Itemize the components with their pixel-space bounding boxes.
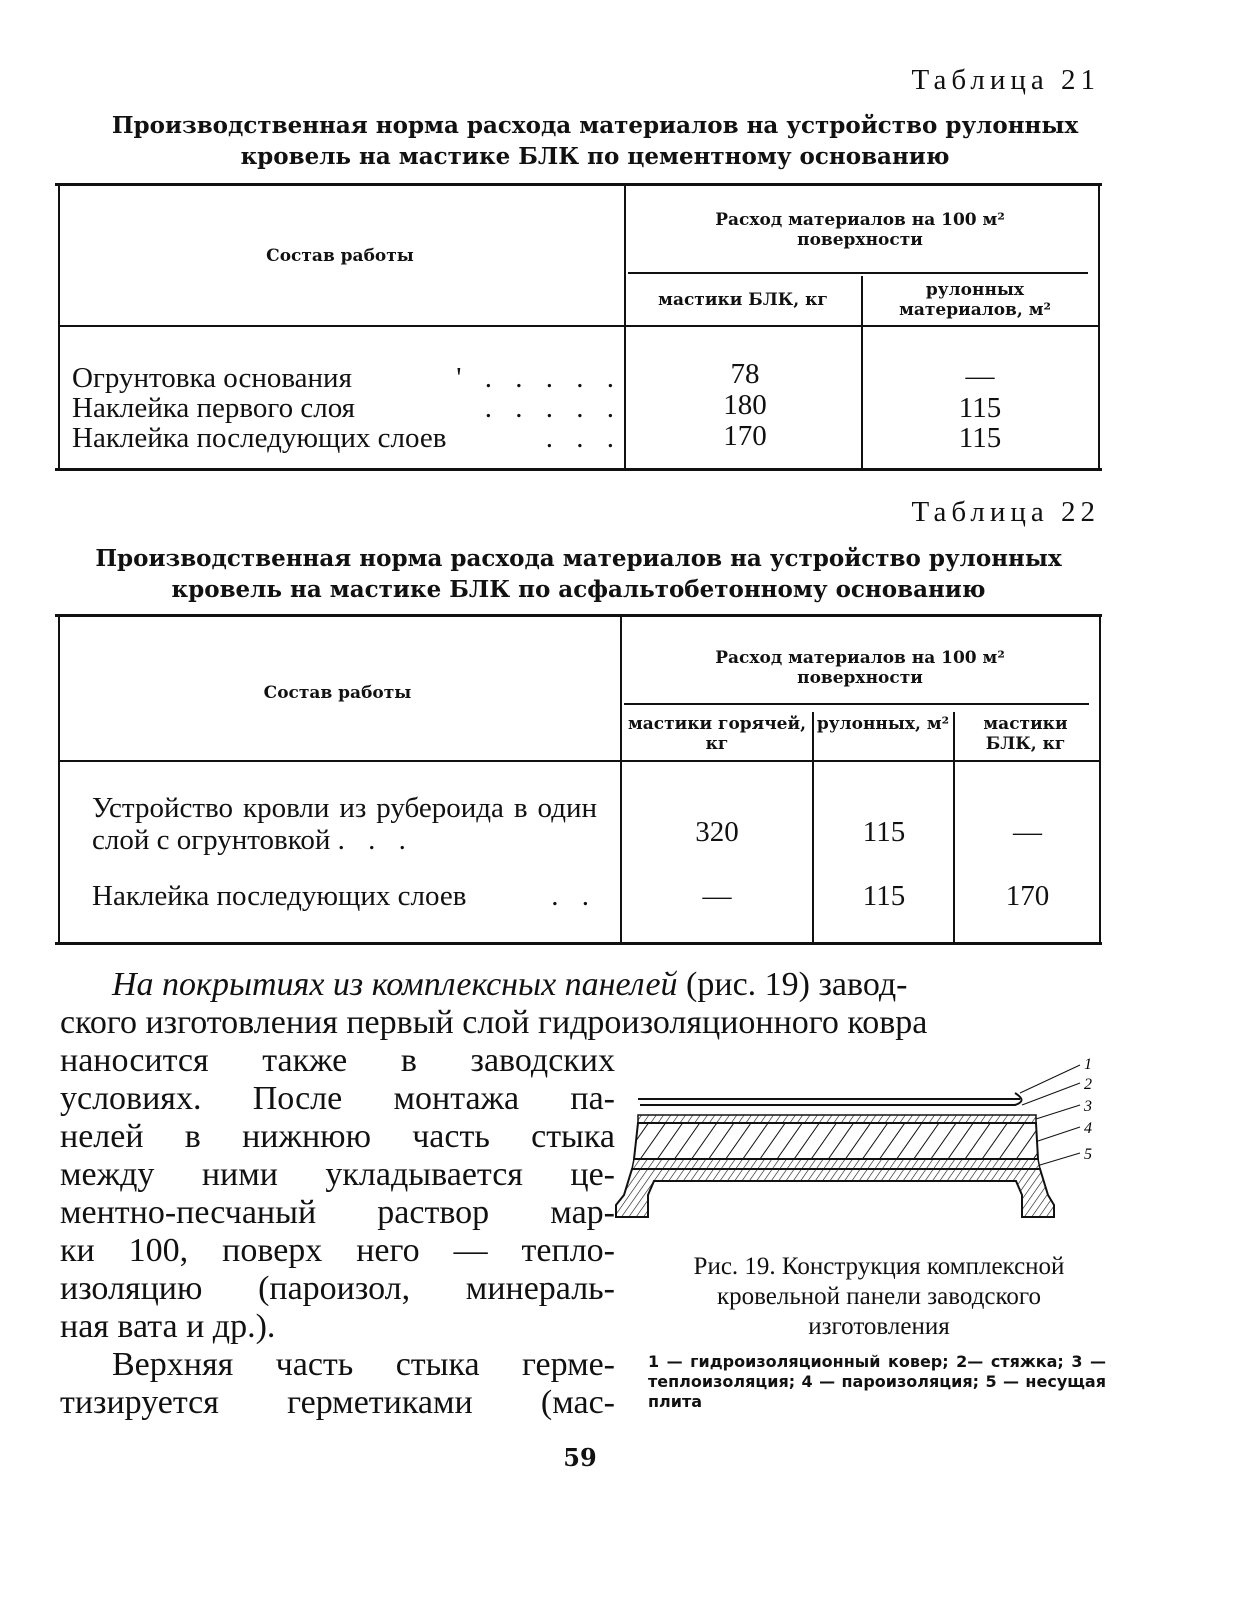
- figure-label-3: 3: [1084, 1098, 1092, 1115]
- table-22-header-work: Состав работы: [263, 683, 412, 703]
- table-22-row2-col2: 115: [862, 880, 906, 912]
- table-21-title: Производственная норма расхода материалов на устройство рулонных кровель на мастике БЛК по цементному основанию: [111, 112, 1079, 170]
- table-22-title: Производственная норма расхода материалов на устройство рулонных кровель на мастике БЛК по асфальтобетонному основанию: [95, 545, 1062, 603]
- table-row: [92, 880, 597, 912]
- text-column: [60, 1042, 615, 1422]
- leader-dots: . . . . .: [484, 392, 622, 424]
- italic-heading: На покрытиях из комплексных панелей: [112, 966, 678, 1003]
- text-line: нелей в нижнюю часть стыка: [60, 1118, 615, 1155]
- figure-label-5: 5: [1084, 1146, 1092, 1163]
- table-22-header-col1: мастики горячей, кг: [627, 714, 807, 754]
- paragraph-1-line2: ского изготовления первый слой гидроизоляционного ковра: [60, 1004, 928, 1041]
- table-21-row1-col1: 78: [730, 358, 760, 390]
- leader-dots: . . .: [337, 824, 414, 856]
- figure-label-2: 2: [1084, 1076, 1092, 1093]
- table-22-row2-col3: 170: [1005, 880, 1050, 912]
- figure-label-1: 1: [1084, 1056, 1092, 1073]
- table-21-row2-col1: 180: [723, 389, 767, 421]
- text-line: наносится также в заводских: [60, 1042, 615, 1079]
- table-21-row3-col1: 170: [723, 420, 767, 452]
- table-22-row1-col1: 320: [695, 816, 739, 848]
- table-22-header-group: Расход материалов на 100 м² поверхности: [715, 648, 1005, 688]
- leader-dots: . .: [551, 880, 597, 912]
- paragraph-1-cont: (рис. 19) завод-: [677, 966, 908, 1003]
- text-line: изоляцию (пароизол, минераль-: [60, 1270, 615, 1307]
- table-21-row3-col2: 115: [958, 422, 1002, 454]
- table-22-row2-col1: —: [702, 880, 732, 912]
- table-21-header-group: Расход материалов на 100 м² поверхности: [715, 210, 1005, 250]
- figure-label-4: 4: [1084, 1120, 1092, 1137]
- table-21-row2-col2: 115: [958, 392, 1002, 424]
- table-21-row2-work: Наклейка первого слоя: [72, 392, 355, 424]
- table-22-row2-work: Наклейка последующих слоев: [92, 880, 467, 912]
- text-line: ки 100, поверх него — тепло-: [60, 1232, 615, 1269]
- table-22-row1-work: Устройство кровли из рубероида в один слой с огрунтовкой: [92, 792, 597, 856]
- table-22-label: Таблица 22: [911, 496, 1100, 528]
- table-22-header-col3: мастики БЛК, кг: [983, 714, 1068, 754]
- table-21-row1-work: Огрунтовка основания: [72, 362, 352, 394]
- page-number: 59: [563, 1443, 597, 1472]
- table-21-label: Таблица 21: [911, 64, 1100, 96]
- table-21-row1-col2: —: [965, 360, 995, 392]
- figure-caption: Рис. 19. Конструкция комплексной кровельной панели заводского изготовления: [693, 1253, 1065, 1340]
- figure-legend: 1 — гидроизоляционный ковер; 2— стяжка; 3 — теплоизоляция; 4 — пароизоляция; 5 — несущая плита: [648, 1352, 1106, 1411]
- text-line: Верхняя часть стыка герме-: [112, 1346, 615, 1383]
- roof-panel-figure: [610, 1055, 1110, 1235]
- table-22-header-col2: рулонных, м²: [816, 714, 950, 734]
- table-21-header-col1: мастики БЛК, кг: [658, 290, 828, 310]
- table-21-row3-work: Наклейка последующих слоев: [72, 422, 447, 454]
- paragraph-1: [60, 966, 1105, 1042]
- text-line: условиях. После монтажа па-: [60, 1080, 615, 1117]
- text-line: тизируется герметиками (мас-: [60, 1384, 615, 1421]
- table-21-header-col2: рулонных материалов, м²: [899, 280, 1051, 320]
- text-line: между ними укладывается це-: [60, 1156, 615, 1193]
- text-line: ментно-песчаный раствор мар-: [60, 1194, 615, 1231]
- table-row: [92, 792, 597, 856]
- leader-dots: . . .: [545, 422, 622, 454]
- table-22-row1-col3: —: [1013, 816, 1042, 848]
- text-line: ная вата и др.).: [60, 1308, 276, 1345]
- table-21-header-work: Состав работы: [266, 246, 414, 266]
- table-22-row1-col2: 115: [862, 816, 906, 848]
- leader-dots: ' . . . . .: [456, 362, 622, 394]
